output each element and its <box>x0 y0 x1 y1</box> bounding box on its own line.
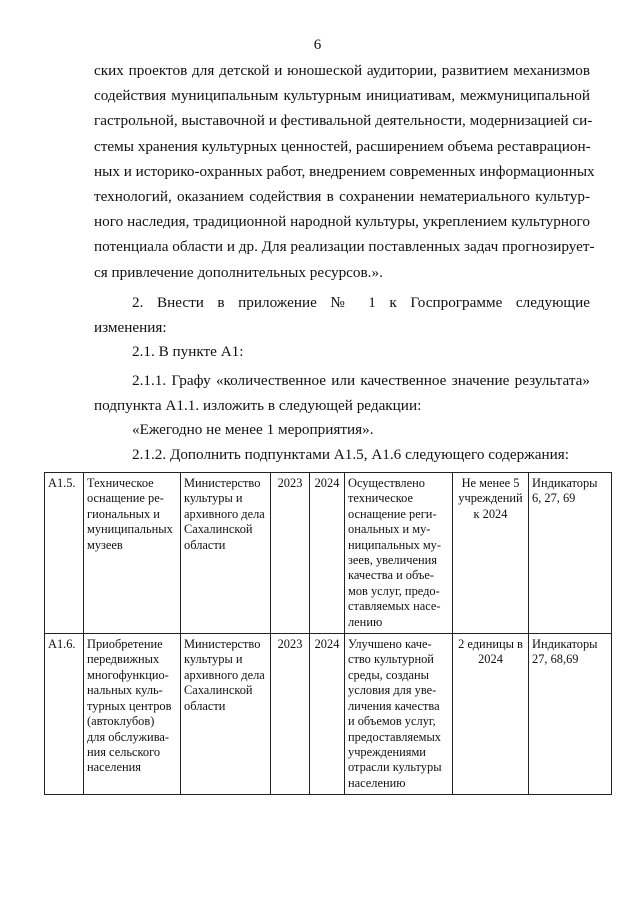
item-2-1-2: 2.1.2. Дополнить подпунктами А1.5, А1.6 следующего содержания: <box>132 446 569 463</box>
item-2-1: 2.1. В пункте А1: <box>132 343 244 360</box>
item-2-line: 2. Внести в приложение № 1 к Госпрограмме следующие <box>132 294 590 311</box>
paragraph-line: гастрольной, выставочной и фестивальной деятельности, модернизацией си- <box>94 112 593 130</box>
row-end-year: 2024 <box>310 634 345 795</box>
row-indicators: Индикаторы 27, 68,69 <box>529 634 612 795</box>
paragraph-line: ских проектов для детской и юношеской аудитории, развитием механизмов <box>94 62 590 79</box>
row-responsible: Министерство культуры и архивного дела Сахалинской области <box>181 634 271 795</box>
row-end-year: 2024 <box>310 473 345 634</box>
paragraph-line: ного наследия, традиционной народной культуры, укреплением культурного <box>94 213 590 231</box>
item-2-1-1 <box>94 368 590 418</box>
row-code: А1.6. <box>45 634 84 795</box>
paragraph-line: содействия муниципальным культурным инициативам, межмуниципальной <box>94 87 590 105</box>
quote-line: «Ежегодно не менее 1 мероприятия». <box>132 421 374 438</box>
row-name: Техническое оснащение ре- гиональных и муниципальных музеев <box>84 473 181 634</box>
table-row <box>45 634 612 795</box>
row-responsible: Министерство культуры и архивного дела Сахалинской области <box>181 473 271 634</box>
row-result: Осуществлено техническое оснащение реги- ональных и му- ниципальных му- зеев, увеличения качества и объе- мов услуг, предо- ставляемых насе- лению <box>345 473 453 634</box>
paragraph-line: стемы хранения культурных ценностей, расширением объема реставрацион- <box>94 137 591 155</box>
changes-table <box>44 472 612 795</box>
row-value: 2 единицы в 2024 <box>453 634 529 795</box>
row-result: Улучшено каче- ство культурной среды, созданы условия для уве- личения качества и объемов услуг, предоставляемых учреждениями отрасли культуры населению <box>345 634 453 795</box>
paragraph-line: потенциала области и др. Для реализации поставленных задач прогнозирует- <box>94 238 595 256</box>
item-2-1-1-line: 2.1.1. Графу «количественное или качественное значение результата» <box>132 372 590 389</box>
row-start-year: 2023 <box>271 634 310 795</box>
row-value: Не менее 5 учреждений к 2024 <box>453 473 529 634</box>
table-row <box>45 473 612 634</box>
continuation-paragraph <box>94 58 595 285</box>
item-2-1-1-line: подпункта А1.1. изложить в следующей редакции: <box>94 397 422 414</box>
paragraph-line: ся привлечение дополнительных ресурсов.». <box>94 263 383 281</box>
paragraph-line: технологий, оказанием содействия в сохранении нематериального культур- <box>94 188 590 206</box>
page-number: 6 <box>313 37 322 53</box>
row-name: Приобретение передвижных многофункцио- нальных куль- турных центров (автоклубов) для обслужива- ния сельского населения <box>84 634 181 795</box>
paragraph-line: ных и историко-охранных работ, внедрением современных информационных <box>94 162 595 180</box>
item-2 <box>94 290 590 340</box>
row-code: А1.5. <box>45 473 84 634</box>
row-indicators: Индикаторы 6, 27, 69 <box>529 473 612 634</box>
row-start-year: 2023 <box>271 473 310 634</box>
item-2-line: изменения: <box>94 319 167 336</box>
